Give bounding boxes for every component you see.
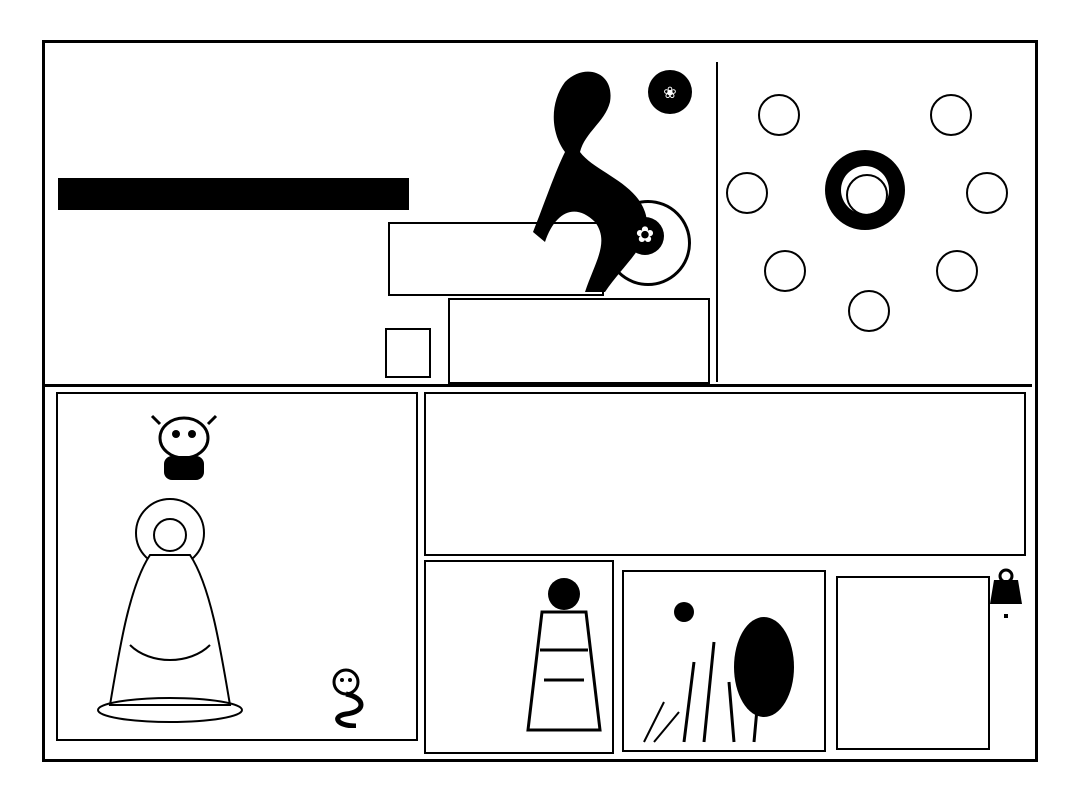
table-header-row [58, 178, 409, 210]
section-divider [44, 384, 1032, 387]
header-strong [209, 178, 265, 210]
cow-illustration [150, 412, 218, 484]
sun-number-41 [966, 172, 1008, 214]
sun-number-43 [936, 250, 978, 292]
verse-box [424, 392, 1026, 556]
today-zodiac-box [448, 298, 710, 384]
hongkong-emblem [605, 200, 691, 286]
header-door [58, 178, 209, 210]
snake-illustration [326, 668, 376, 728]
sun-number-32 [726, 172, 768, 214]
sun-center-number [846, 174, 888, 216]
internal-badge [385, 328, 431, 378]
left-border-strip [2, 38, 30, 763]
guanyin-illustration [90, 495, 250, 725]
sun-divider [716, 62, 718, 382]
header-offer [321, 178, 409, 210]
riddle-badge [1004, 614, 1008, 618]
caishen-illustration [520, 570, 608, 746]
bottom-border-strip [0, 765, 1080, 785]
sun-number-11 [764, 250, 806, 292]
riddle-scroll [836, 576, 990, 750]
header-weak [265, 178, 321, 210]
bauhinia-icon: ✿ [626, 217, 664, 255]
flower-picture [622, 570, 826, 752]
right-border-strip [1046, 38, 1074, 763]
top-border-strip [0, 16, 1080, 36]
purse-icon [986, 568, 1026, 608]
svg-text:❀: ❀ [663, 83, 677, 102]
sun-number-03 [758, 94, 800, 136]
doors-table [58, 178, 409, 210]
sun-number-02 [848, 290, 890, 332]
sun-number-28 [930, 94, 972, 136]
